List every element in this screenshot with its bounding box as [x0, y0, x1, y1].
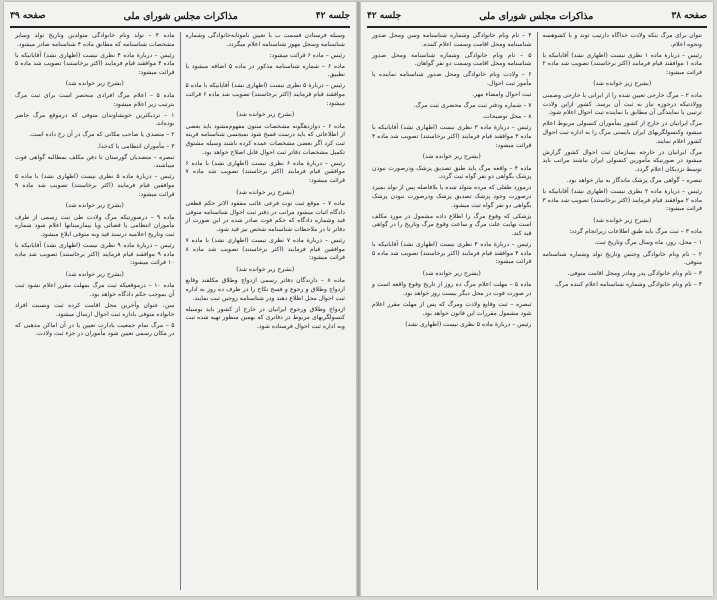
paragraph: ۴ – نام ونام خانوادگی وشماره شناسنامه اعلام کننده مرگ. [554, 281, 702, 289]
paragraph: رئیس – دربارهٔ ۵ نظری نیست (اظهاری نشد) آقایانیکه با ماده ۵ موافقند قیام فرمایند (اکثر برخاستند) تصویب شد ماده ۶ قرائت میشود: [185, 82, 346, 107]
paragraph: ماده ۸ – دارندگان دفاتر رسمی ازدواج وطلاق مکلفند وقایع ازدواج وطلاق و رجوع و فسخ نکاح را در ظرف ده روز به اداره ثبت احوال محل اطلاع دهند ودر شناسنامه زوجین ثبت نمایند. [185, 277, 345, 302]
paragraph: (بشرح زیر خوانده شد) [65, 80, 124, 88]
paragraph: رئیس – دربارهٔ ماده ۵ نظری نیست (اظهاری نشد) با ماده ۵ موافقین قیام فرمایند (اکثر برخاستند) تصویب شد ماده ۹ قرائت میشود: [15, 173, 175, 198]
paragraph: تبصره – متصدیان گورستان تا دفن مکلف بمطالبه گواهی فوت میباشند. [15, 153, 175, 170]
paragraph: ماده ۷ – موقع ثبت نوت فرعی غائب مفقود الاثر حکم قطعی دادگاه اثبات میشود مراتب در دفتر ثبت احوال شناسنامه متوفی قید وشماره دادگاه که حکم فوت صادر شده در این صورت از دفاتر تا در ملاحظات شناسنامه شخص نیز قید شود. [185, 200, 346, 233]
paragraph: ماده ۶ – شماره شناسنامه مذکور در ماده ۵ اضافه میشود با تطبیق. [185, 62, 345, 79]
paragraph: ۲ – متصدی یا صاحب مکانی که مرگ در آن رخ داده است. [28, 131, 175, 139]
paragraph: رئیس – دربارهٔ ماده ۶ نظری نیست (اظهاری نشد) با ماده ۶ موافقین قیام فرمایند (اکثر برخاستند) تصویب شد ماده ۷ قرائت میشود: [185, 159, 345, 184]
page-number: صفحه ۳۸ [671, 11, 707, 21]
header-title: مذاکرات مجلس شورای ملی [479, 10, 594, 22]
paragraph: رئیس – دربارهٔ ماده ۴ نظری نیست (اظهاری نشد) آقایانیکه با ماده ۴ موافقند قیام فرمایند (اکثر برخاستند) تصویب شد ماده ۵ قرائت میشود: [372, 240, 532, 266]
page-left [4, 2, 356, 596]
paragraph: ماده ۴ – تولد ونام خانوادگی متولدین وتاریخ تولد وسایر مشخصات شناسنامه که مطابق ماده ۴ شناسنامه صادر میشود. [15, 32, 175, 48]
paragraph: سن، عنوان وآخرین محل اقامت کرده ثبت ونسبت افراد خانواده متوفی باداره ثبت احوال ارسال میشود. [15, 302, 175, 318]
page-header-left [10, 6, 350, 28]
header-title: مذاکرات مجلس شورای ملی [123, 10, 238, 22]
paragraph: رئیس – دربارهٔ ماده ۳ نظری نیست (اظهاری نشد) آقایانیکه با ماده ۳ موافقند قیام فرمایند (اکثر برخاستند) تصویب شد ماده ۴ قرائت میشود: [372, 124, 532, 149]
paragraph: (بشرح زیر خوانده شد) [65, 270, 124, 278]
paragraph: درمورد طفلی که مرده متولد شده یا بلافاصله پس از تولد بمیرد درصورت وجود پزشک تصدیق پزشک ودرصورت نبودن پزشک بگواهی دو نفر گواه ثبت میشود. [372, 184, 532, 209]
paragraph: مرگ ایرانیان در خارجه بسازمان ثبت احوال کشور گزارش میشود در صورتیکه مأمورین کنسولی ایران نباشند مراتب باید توسط نزدیکان اعلام گردد. [542, 148, 702, 173]
session-label: جلسه ۴۲ [367, 11, 402, 21]
newspaper-spread [4, 2, 713, 596]
paragraph: رئیس – دربارهٔ ماده ۵ نظری نیست (اظهاری نشد) [405, 320, 532, 328]
paragraph: ۳ – مأموران انتظامی یا کدخدا. [97, 142, 175, 150]
paragraph: رئیس – دربارهٔ ماده ۹ نظری نیست (اظهاری نشد) آقایانیکه با ماده ۹ موافقند قیام فرمایند (اکثر برخاستند) تصویب شد ماده ۱۰ قرائت میشود: [15, 241, 175, 267]
paragraph: ماده ۴ – واقعه مرگ باید طبق تصدیق پزشک ودرصورت نبودن پزشک بگواهی دو نفر گواه ثبت گردد. [372, 164, 532, 181]
paragraph: رئیس – دربارهٔ ماده ۴ نظری نیست (اظهاری نشد) آقایانیکه با ماده ۴ موافقند قیام فرمایند (اکثر برخاستند) تصویب شد ماده ۵ قرائت میشود: [15, 51, 175, 76]
paragraph: ماده ۱۰ – درموقعیکه ثبت مرگ بمهلت مقرر اعلام نشود ثبت آن بموجب حکم دادگاه خواهد بود. [15, 282, 175, 298]
paragraph: (بشرح زیر خوانده شد) [65, 202, 124, 210]
column-right-1 [538, 32, 708, 590]
paragraph: ثبت احوال وامضاء مهر. [472, 91, 532, 99]
page-header-right [367, 6, 707, 28]
paragraph: رئیس – دربارهٔ ماده ۷ نظری نیست (اظهاری نشد) با ماده ۷ موافقین قیام فرمایند (اکثر برخاستند) تصویب شد ماده ۸ قرائت میشود: [185, 236, 345, 262]
columns-right [367, 32, 707, 590]
paragraph: (بشرح زیر خوانده شد) [422, 269, 481, 277]
paragraph: مرگ ایرانیان در خارج از کشور بمأموران کنسولی مربوط اعلام میشود وکنسولگریهای ایران بایستی مرگ را به اداره ثبت احوال کشور اعلام نمایند. [542, 120, 702, 145]
column-right-2 [367, 32, 538, 590]
page-number: صفحه ۳۹ [10, 11, 46, 21]
paragraph: ۸ – محل توضیحات. [482, 113, 532, 121]
column-left-1 [181, 32, 351, 590]
paragraph: ۲ – نام ونام خانوادگی وجنس وتاریخ تولد وشماره شناسنامه متوفی. [542, 250, 702, 267]
paragraph: ۱ – محل، روز، ماه وسال مرگ وتاریخ ثبت. [594, 239, 702, 247]
paragraph: ۴ – نام ونام خانوادگی وشماره شناسنامه وسن ومحل صدور شناسنامه ومحل اقامت وسمت اعلام کننده. [372, 32, 532, 48]
page-right [361, 2, 713, 596]
paragraph: (بشرح زیر خوانده شد) [236, 188, 295, 196]
paragraph: ماده ۳ – ثبت مرگ باید طبق اطلاعات زیرانجام گردد: [569, 228, 702, 236]
paragraph: تبصره – ثبت وقایع ولادت ومرگ که پس از مهلت مقرر اعلام شود مشمول مقررات این قانون خواهد بود. [372, 301, 532, 317]
paragraph: تنوان برای مرگ بنکه ولادت خداگاه دارتیب توند و با کشوهسه ونحوه اعلام. [542, 32, 702, 48]
paragraph: ۶ – ولادت ونام خانوادگی ومحل صدور شناسنامه نماینده یا مأمور ثبت احوال. [372, 71, 532, 87]
paragraph: (بشرح زیر خوانده شد) [593, 80, 652, 88]
paragraph: (بشرح زیر خوانده شد) [593, 216, 652, 224]
paragraph: پزشکی که وقوع مرگ را اطلاع داده مشمول در مورد مکلف است نهایت علت مرگ و ساعت وقوع مرگ وتاریخ را در گواهی قید کند. [372, 212, 532, 237]
paragraph: (بشرح زیر خوانده شد) [236, 111, 295, 119]
paragraph: ماده ۲ – مرگ خارجی تعیین شده را از ایرانی یا خارجی وضمنی وولادتیکه درحوزه نیاز به ثبت آن برسد. کشور ازاین ولادت ترتیبی یا نمایندگی آن مطابق با نماینده ثبت احوال اعلام شود. [542, 92, 702, 117]
paragraph: ۵ – مرگ تمام جمعیت بادارت تعیین یا در آن اماکن مذهبی که در مکان رسمی تعیین شود مأموران در جزء ثبت ولادت. [15, 321, 175, 338]
paragraph: ماده ۵ – مهلت اعلام مرگ ده روز از تاریخ وقوع واقعه است و در صورت فوت در محل دیگر بیست روز خواهد بود. [372, 281, 532, 297]
paragraph: تبصره – گواهی مرگ پزشک ماندگار به نیاز خواهد بود. [566, 176, 702, 184]
column-left-2 [10, 32, 181, 590]
paragraph: (بشرح زیر خوانده شد) [422, 153, 481, 161]
paragraph: ۳ – نام ونام خانوادگی پدر ومادر ومحل اقامت متوفی. [567, 270, 702, 278]
paragraph: رئیس – دربارهٔ ماده ۲ نظری نیست (اظهاری نشد) آقایانیکه با ماده ۲ موافقند قیام فرمایند (اکثر برخاستند) تصویب شد ماده ۳ قرائت میشود: [542, 188, 703, 213]
paragraph: (بشرح زیر خوانده شد) [236, 265, 295, 273]
paragraph: ماده ۹ – درصورتیکه مرگ ولادت طی ثبت رسمی از طرف مأموران انتظامی یا قضائی ویا بیمارستانها اعلام شود شماره ثبت وتاریخ اعلامیه درسند قید وبه متوفی ابلاغ میشود. [15, 213, 175, 238]
paragraph: ماده ۶ – دوازدهگونه مشخصات ستون مفهوم‌مشود باید بعضی از اطلاعاتی که باید درست فسخ شود نمیجسی شناسنامه قرینه ثبت کرد اگر بعضی مشخصات عمده کرده باشند وسیله مشتوق تکمیل مشخصات دفاتر ثبت احوال قابل اصلاح خواهد بود. [185, 122, 345, 156]
columns-left [10, 32, 350, 590]
paragraph: رئیس – ماده ۶ قرائت میشود: [269, 51, 345, 59]
paragraph: ۱ – نزدیکترین خویشاوندان متوفی که درموقع مرگ حاضر بوده‌اند. [15, 111, 175, 128]
paragraph: ماده ۵ – اعلام مرگ افرادی منحصر است برای ثبت مرگ بترتیب زیر اعلام میشود: [15, 92, 175, 108]
paragraph: رئیس – دربارهٔ ماده ۱ نظری نیست (اظهاری نشد) آقایانیکه با ماده ۱ موافقند قیام فرمایند (اکثر برخاستند) تصویب شد ماده ۲ قرائت میشود: [542, 51, 703, 76]
paragraph: وسیله فرستادن قسمت ب با تعیین ناموثابه‌خانوادگی وشماره شناسنامه وسجل مهور شناسنامه اعلام میگردد. [185, 32, 345, 48]
paragraph: ازدواج وطلاق ورجوع ایرانیان در خارج از کشور باید بوسیله کنسولگریهای مربوط در دفاتری که بهمین منظور تهیه شده ثبت وبه اداره ثبت احوال فرستاده شود. [185, 305, 345, 330]
paragraph: ۷ – شماره ودفتر ثبت مرگ محضری ثبت مرگ. [413, 102, 532, 110]
paragraph: ۵ – نام ونام خانوادگی وشماره شناسنامه ومحل صدور شناسنامه ومحل اقامت وسمت دو نفر گواهان. [372, 51, 532, 68]
session-label: جلسه ۴۲ [315, 11, 350, 21]
